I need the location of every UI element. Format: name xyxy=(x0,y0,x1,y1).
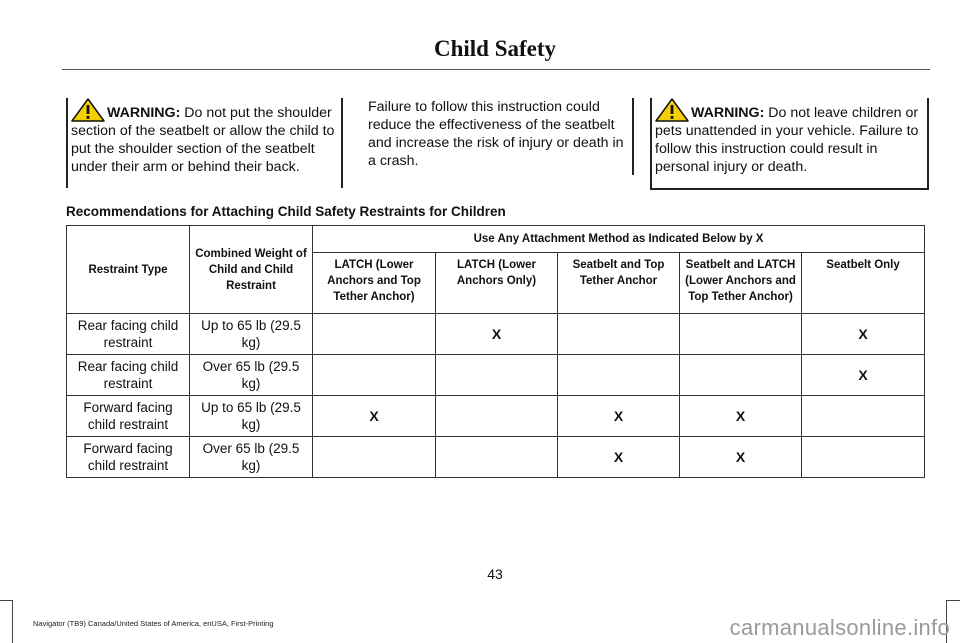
header-method: Seatbelt and Top Tether Anchor xyxy=(558,253,680,314)
method-mark-cell: X xyxy=(436,314,558,355)
method-mark-cell: X xyxy=(680,396,802,437)
page-number: 43 xyxy=(487,566,503,582)
restraint-type-cell: Rear facing child restraint xyxy=(67,314,190,355)
watermark: carmanualsonline.info xyxy=(729,615,950,640)
header-restraint-type: Restraint Type xyxy=(67,226,190,314)
table-row xyxy=(67,437,925,478)
warning-block-left xyxy=(66,98,343,188)
header-method: LATCH (Lower Anchors and Top Tether Anchor) xyxy=(313,253,436,314)
method-mark-cell xyxy=(436,396,558,437)
method-mark-cell xyxy=(802,396,925,437)
warning-label: WARNING: xyxy=(107,105,181,121)
warning-triangle-icon xyxy=(71,98,105,122)
warning-text: Do not put the shoulder section of the seatbelt or allow the child to put the shoulder section of the seatbelt under their arm or behind their back. xyxy=(71,105,335,175)
header-combined-weight: Combined Weight of Child and Child Restraint xyxy=(190,226,313,314)
restraint-type-cell: Forward facing child restraint xyxy=(67,396,190,437)
method-mark-cell xyxy=(436,355,558,396)
method-mark-cell xyxy=(680,355,802,396)
crop-mark xyxy=(12,600,13,643)
warning-continuation xyxy=(366,98,634,175)
method-mark-cell xyxy=(313,437,436,478)
warning-block-right xyxy=(650,98,929,190)
weight-cell: Over 65 lb (29.5 kg) xyxy=(190,437,313,478)
method-mark-cell: X xyxy=(680,437,802,478)
method-mark-cell xyxy=(680,314,802,355)
table-row xyxy=(67,396,925,437)
page-header-title: Child Safety xyxy=(433,36,557,61)
method-mark-cell xyxy=(558,314,680,355)
table-row xyxy=(67,355,925,396)
method-mark-cell xyxy=(313,314,436,355)
warning-label: WARNING: xyxy=(691,105,765,121)
warning-triangle-icon xyxy=(655,98,689,122)
method-mark-cell xyxy=(313,355,436,396)
method-mark-cell: X xyxy=(802,314,925,355)
method-mark-cell xyxy=(802,437,925,478)
crop-mark xyxy=(0,600,13,601)
footer-text: Navigator (TB9) Canada/United States of America, enUSA, First-Printing xyxy=(33,619,274,628)
header-attachment-group: Use Any Attachment Method as Indicated Below by X xyxy=(313,226,925,253)
method-mark-cell: X xyxy=(802,355,925,396)
header-rule xyxy=(62,69,930,70)
weight-cell: Up to 65 lb (29.5 kg) xyxy=(190,396,313,437)
header-method: Seatbelt and LATCH (Lower Anchors and Top Tether Anchor) xyxy=(680,253,802,314)
weight-cell: Over 65 lb (29.5 kg) xyxy=(190,355,313,396)
header-method: LATCH (Lower Anchors Only) xyxy=(436,253,558,314)
method-mark-cell xyxy=(558,355,680,396)
table-title: Recommendations for Attaching Child Safety Restraints for Children xyxy=(66,204,506,219)
weight-cell: Up to 65 lb (29.5 kg) xyxy=(190,314,313,355)
restraint-type-cell: Rear facing child restraint xyxy=(67,355,190,396)
header-method: Seatbelt Only xyxy=(802,253,925,314)
method-mark-cell: X xyxy=(313,396,436,437)
warning-continuation-text: Failure to follow this instruction could reduce the effectiveness of the seatbelt and increase the risk of injury or death in a crash. xyxy=(368,99,624,169)
restraint-type-cell: Forward facing child restraint xyxy=(67,437,190,478)
crop-mark xyxy=(946,600,960,601)
method-mark-cell: X xyxy=(558,396,680,437)
warning-text: Do not leave children or pets unattended in your vehicle. Failure to follow this instruction could result in personal injury or death. xyxy=(655,105,919,175)
method-mark-cell: X xyxy=(558,437,680,478)
method-mark-cell xyxy=(436,437,558,478)
table-row xyxy=(67,314,925,355)
recommendations-table xyxy=(66,225,925,478)
